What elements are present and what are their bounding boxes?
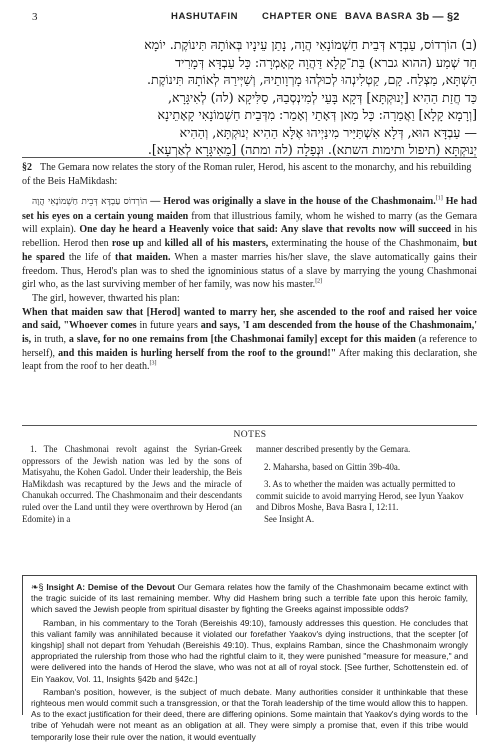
note-2: 2. Maharsha, based on Gittin 39b-40a. [264,461,401,472]
bold-phrase: and this maiden is hurling herself from the roof to the ground!" [58,347,337,359]
hebrew-line: הַשְׁתָּא, מַצְלַח. קָם, קַטְלִינְהוּ לְכוּלְהוּ מָרְוָותֵיהּ, וְשַׁיְּירַהּ לְאוֹתָהּ תִּינוֹקֶת. [147,72,477,87]
translation-body [22,195,477,374]
insight-title: Insight A: Demise of the Devout [46,582,175,592]
bold-phrase: but he spared [22,238,478,263]
plain-text: exterminating the house of the Chashmonaim, [271,238,460,250]
gemara-hebrew-text [22,36,477,159]
insight-para: Ramban, in his commentary to the Torah (Bereishis 49:10), famously addresses this question. He concludes that this valiant family was annihilated because it violated our forefather Yaakov's dying instructions, that the scepter [of kingship] shall not depart from Yehudah (Bereishis 49:10). Thus, explains Ramban, since the Chashmonaim wrongly appropriated the rulership from those who had the rightful claim to it, they were punished "measure for measure," and were delivered into the hands of Herod the slave, who was not at all of royal stock. [See further, Schottenstein ed. of Ein Yaakov, Vol. 11, Insights §42b and §42c.] [31,617,468,684]
notes-right-column [256,444,477,532]
note-1: 1. The Chashmonai revolt against the Syrian-Greek oppressors of the Jewish nation was led by the sons of Matisyahu, the Kohen Gadol. Under their leadership, the Beis HaMikdash was recaptured by the Jews and the miracle of Chanukah occurred. The Chashmonaim and their descendants ruled over the Land until they were overthrown by Herod (an Edomite) in a [22,444,242,524]
bold-phrase: One day he heard a Heavenly voice that said: Any slave that revolts now will succeed [79,224,452,236]
hebrew-line: חַד שְׁמַע (ההוא גברא) בַּת־קָלָא דַּהֲוָה קָאָמְרָה: כָּל עַבְדָּא דְּמָרִיד [175,54,477,70]
hebrew-line: (ב) הוֹרְדוֹס, עַבְדָא דְּבֵית חַשְׁמוֹנָאִי הֲוָה, נָתַן עֵינָיו בְּאוֹתָהּ תִּינוֹקֶת. יוֹמָא [144,37,477,52]
bold-phrase: and says, 'I am descended from the house of the Chashmonaim,' is, [22,320,478,346]
bold-phrase: When that maiden saw that [Herod] wanted to marry her, she ascended to the roof and raised her voice and said, "Whoever comes [22,306,477,332]
plain-text: in future years [139,320,198,332]
daf-reference: 3b — §2 [416,11,460,23]
book-title: HASHUTAFIN [171,11,239,22]
ornament-icon: ❧§ [31,582,44,592]
notes-left-column [22,444,242,531]
hebrew-line: כַּד חֲזַת הַהִיא [יְנוּקְתָּא] דְּקָא בָּעֵי לְמִינְסְבַהּ, סַלִּיקָא (לה) לְאִיגָּרָא, [167,89,477,105]
section-divider [22,157,477,158]
hebrew-quote: הוֹרְדוֹס עַבְדָּא דְּבֵית חַשְׁמוֹנָאִי הֲוָה [32,197,148,207]
insight-box [22,575,477,742]
plain-text: the life of [68,251,111,263]
footnote-ref[interactable]: [1] [435,195,443,202]
notes-divider [22,425,477,426]
footnote-ref[interactable]: [2] [315,278,323,285]
plain-text: The girl, however, thwarted his plan: [32,292,180,304]
insight-para: Ramban's position, however, is the subject of much debate. Many authorities consider it unthinkable that these righteous men would commit such a transgression, or that the Torah leadership of the time would allow this to happen. As to the exact justification for their deed, there are differing opinions. Some maintain that Yaakov's dying words to the tribe of Yehudah were not meant as an obligation at all. They were simply a promise that, even if this tribe would temporarily lose their rule over the nation, it would eventually [31,686,468,742]
bold-phrase: that maiden. [114,251,171,263]
note-1-continued: manner described presently by the Gemara. [256,444,411,454]
plain-text: in his rebellion. Herod then [22,224,478,250]
bold-phrase: a slave, for no one remains from [the Chashmonai family] except for this maiden [68,334,416,346]
tractate-label: BAVA BASRA [345,11,413,22]
insight-para: Our Gemara relates how the family of the Chashmonaim became extinct with the tragic suicide of its last remaining member. Why did Hashem bring such a terrible fate upon this heroic family, which saved the Jewish people from spiritual disaster by fighting the Greeks against impossible odds? [31,582,469,615]
hebrew-line: יְנוּקְתָּא (תיפול ותימות השתא). וּנְפַלָה (לה ומתה) [מֵאִיגָּרָא לְאַרְעָא]. [147,142,477,157]
bold-phrase: killed all of his masters, [164,238,269,250]
plain-text: (a reference to herself), [22,334,478,359]
section-mark: §2 [22,162,32,173]
bold-phrase: — Herod was originally a slave in the house of the Chashmonaim. [150,196,436,207]
chapter-label: CHAPTER ONE [262,11,338,22]
plain-text: in truth, [34,334,67,346]
note-3: 3. As to whether the maiden was actually permitted to commit suicide to avoid marrying Herod, see Iyun Yaakov and Dibros Moshe, Bava Basra I, 12:11. [256,479,464,513]
note-3-see-link[interactable]: See Insight A. [264,513,315,524]
footnote-ref[interactable]: [3] [149,361,157,368]
plain-text: After making this declaration, she leapt from the roof to her death. [22,347,478,373]
bold-phrase: He had set his eyes on a certain young maiden [22,196,478,222]
plain-text: from that illustrious family, whom he wished to marry (as the Gemara will explain). [22,210,478,236]
plain-text: and [146,238,162,250]
hebrew-line: — עַבְדָּא הוּא, דְּלָא אִשְׁתַּיַּיר מִינַּיְיהוּ אֶלָּא הַהִיא יְנוּקְתָּא, וְהַהִיא [179,124,477,140]
bold-phrase: rose up [111,238,144,250]
page-number: 3 [32,11,38,23]
section-intro-text: The Gemara now relates the story of the Roman ruler, Herod, his ascent to the monarchy, and his rebuilding of the Beis HaMikdash: [22,162,472,187]
running-header [0,11,500,29]
section-intro [22,161,477,188]
hebrew-line: [וְרָמָא קָלָא] וַאֲמַרָה: כָּל מַאן דְּאָתֵי וְאָמַר: מִדְּבֵית חַשְׁמוֹנָאִי קָאָתֵינָא [157,107,477,122]
notes-heading: NOTES [233,430,267,440]
plain-text: When a master marries his/her slave, the slave automatically gains their freedom. Thus, Herod's plan was to shed the ignominious status of a slave by marrying the young Chashmonai girl who, as the last surviving member of her family, was now his master. [22,251,477,291]
